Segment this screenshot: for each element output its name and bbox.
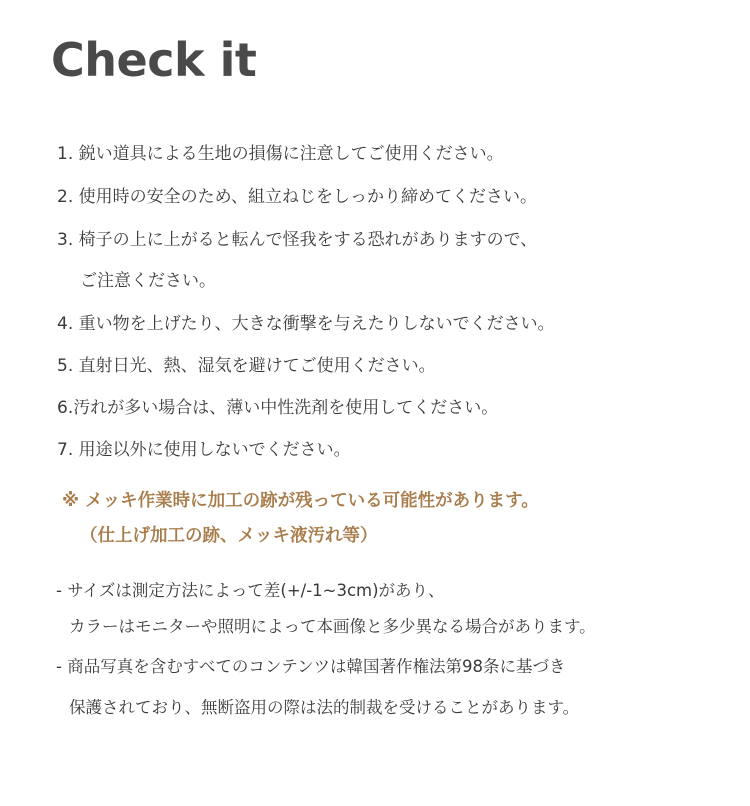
precaution-item-1: 1. 鋭い道具による生地の損傷に注意してご使用ください。 xyxy=(57,144,504,164)
plating-notice: ※ メッキ作業時に加工の跡が残っている可能性があります。 xyxy=(62,491,539,511)
page-title: Check it xyxy=(51,33,257,87)
color-note: カラーはモニターや照明によって本画像と多少異なる場合があります。 xyxy=(69,617,596,636)
precaution-item-2: 2. 使用時の安全のため、組立ねじをしっかり締めてください。 xyxy=(57,187,537,207)
size-note: - サイズは測定方法によって差(+/-1~3cm)があり、 xyxy=(56,581,445,600)
copyright-note-continued: 保護されており、無断盗用の際は法的制裁を受けることがあります。 xyxy=(69,698,580,717)
precaution-item-3-continued: ご注意ください。 xyxy=(80,271,216,291)
plating-notice-detail: （仕上げ加工の跡、メッキ液汚れ等） xyxy=(80,526,378,546)
precaution-item-6: 6.汚れが多い場合は、薄い中性洗剤を使用してください。 xyxy=(57,398,499,418)
precaution-item-5: 5. 直射日光、熱、湿気を避けてご使用ください。 xyxy=(57,356,436,376)
precaution-item-3: 3. 椅子の上に上がると転んで怪我をする恐れがありますので、 xyxy=(57,230,538,250)
precaution-item-7: 7. 用途以外に使用しないでください。 xyxy=(57,440,351,460)
precaution-item-4: 4. 重い物を上げたり、大きな衝撃を与えたりしないでください。 xyxy=(57,314,555,334)
copyright-note: - 商品写真を含むすべてのコンテンツは韓国著作権法第98条に基づき xyxy=(56,657,566,676)
